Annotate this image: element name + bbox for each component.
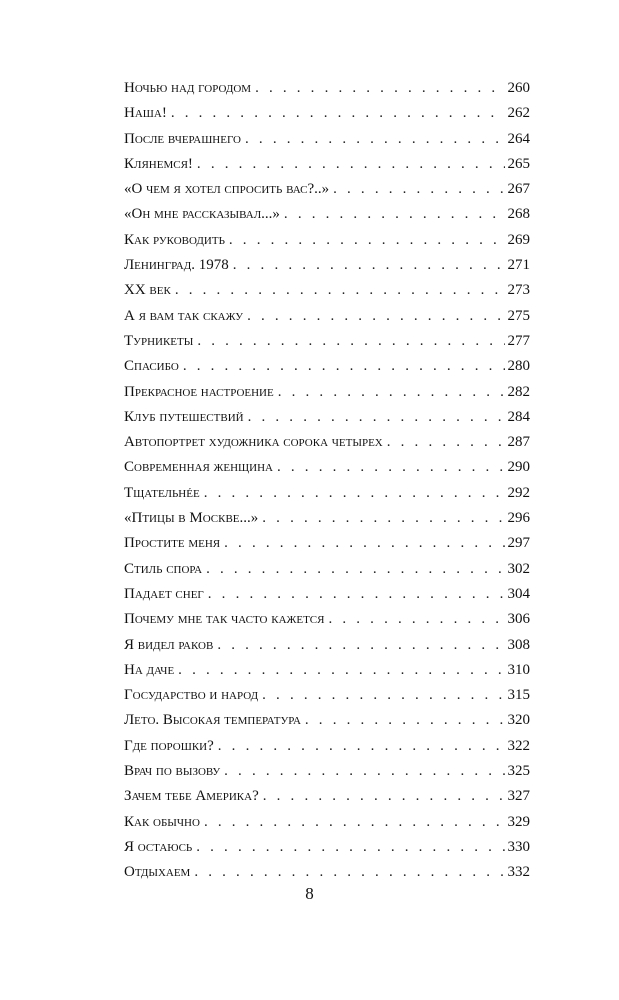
toc-entry: [124, 734, 530, 759]
toc-entry: [124, 329, 530, 354]
toc-dot-leader: [245, 127, 504, 152]
toc-entry-title: «О чем я хотел спросить вас?..»: [124, 181, 330, 198]
page-number: 8: [305, 884, 314, 903]
toc-dot-leader: [183, 354, 505, 379]
toc-dot-leader: [224, 759, 504, 784]
toc-entry-page: 327: [507, 788, 530, 805]
toc-entry-page: 297: [507, 535, 530, 552]
toc-entry-title: После вчерашнего: [124, 130, 242, 147]
table-of-contents: [124, 76, 530, 886]
toc-entry-page: 292: [507, 484, 530, 501]
toc-dot-leader: [224, 531, 504, 556]
toc-dot-leader: [284, 202, 505, 227]
toc-entry: [124, 557, 530, 582]
toc-entry-title: Наша!: [124, 105, 167, 122]
toc-entry: [124, 683, 530, 708]
toc-entry-title: А я вам так скажу: [124, 307, 244, 324]
toc-dot-leader: [247, 304, 504, 329]
toc-entry: [124, 455, 530, 480]
toc-entry-page: 284: [507, 408, 530, 425]
toc-entry-title: Почему мне так часто кажется: [124, 611, 325, 628]
toc-dot-leader: [262, 506, 504, 531]
toc-entry: [124, 708, 530, 733]
toc-dot-leader: [263, 784, 505, 809]
toc-entry: [124, 531, 530, 556]
toc-entry-page: 310: [507, 661, 530, 678]
toc-entry-page: 271: [507, 257, 530, 274]
toc-entry-title: Зачем тебе Америка?: [124, 788, 259, 805]
toc-entry-title: Ночью над городом: [124, 80, 252, 96]
toc-entry: [124, 784, 530, 809]
toc-dot-leader: [262, 683, 504, 708]
toc-dot-leader: [255, 76, 504, 101]
toc-entry-page: 322: [507, 737, 530, 754]
toc-entry-title: Как обычно: [124, 813, 200, 830]
toc-entry: [124, 127, 530, 152]
toc-entry: [124, 380, 530, 405]
toc-entry-page: 264: [507, 130, 530, 147]
toc-entry-title: Ленинград. 1978: [124, 257, 229, 274]
toc-dot-leader: [204, 810, 505, 835]
toc-dot-leader: [218, 734, 505, 759]
toc-entry-title: Клянемся!: [124, 155, 193, 172]
toc-entry-title: Отдыхаем: [124, 864, 191, 881]
toc-entry: [124, 835, 530, 860]
toc-entry-page: 275: [507, 307, 530, 324]
toc-entry-page: 306: [507, 611, 530, 628]
toc-dot-leader: [277, 455, 505, 480]
toc-entry-page: 315: [507, 687, 530, 704]
toc-entry-title: Лето. Высокая температура: [124, 712, 301, 729]
toc-entry: [124, 228, 530, 253]
toc-dot-leader: [206, 557, 504, 582]
toc-entry-page: 320: [507, 712, 530, 729]
toc-dot-leader: [217, 633, 504, 658]
toc-entry-title: Как руководить: [124, 231, 225, 248]
toc-entry: [124, 177, 530, 202]
toc-dot-leader: [171, 101, 505, 126]
toc-dot-leader: [197, 329, 504, 354]
toc-dot-leader: [248, 405, 505, 430]
toc-entry-page: 304: [507, 585, 530, 602]
toc-entry-page: 329: [507, 813, 530, 830]
toc-entry-page: 280: [507, 358, 530, 375]
toc-entry: [124, 304, 530, 329]
toc-entry: [124, 759, 530, 784]
toc-entry-title: Падает снег: [124, 585, 204, 602]
toc-entry-page: 268: [507, 206, 530, 223]
toc-entry-page: 330: [507, 838, 530, 855]
toc-entry-page: 332: [507, 864, 530, 881]
toc-dot-leader: [229, 228, 505, 253]
toc-dot-leader: [278, 380, 505, 405]
toc-entry-title: Простите меня: [124, 535, 221, 552]
toc-entry-title: Тщательнéе: [124, 484, 200, 501]
toc-entry: [124, 430, 530, 455]
toc-entry-page: 267: [507, 181, 530, 198]
toc-dot-leader: [305, 708, 505, 733]
toc-entry-title: Врач по вызову: [124, 763, 221, 780]
toc-entry-page: 308: [507, 636, 530, 653]
toc-entry: [124, 101, 530, 126]
toc-dot-leader: [387, 430, 505, 455]
toc-dot-leader: [197, 152, 505, 177]
toc-entry-page: 282: [507, 383, 530, 400]
toc-entry-page: 290: [507, 459, 530, 476]
toc-dot-leader: [178, 658, 504, 683]
toc-entry-title: Стиль спора: [124, 560, 203, 577]
toc-entry: [124, 76, 530, 101]
toc-entry-title: «Он мне рассказывал...»: [124, 206, 280, 223]
toc-entry: [124, 658, 530, 683]
toc-entry-title: На даче: [124, 661, 175, 678]
toc-dot-leader: [328, 607, 504, 632]
toc-entry-page: 265: [507, 155, 530, 172]
toc-entry: [124, 405, 530, 430]
toc-entry: [124, 506, 530, 531]
toc-entry: [124, 860, 530, 885]
toc-entry-title: «Птицы в Москве...»: [124, 510, 259, 527]
toc-entry-title: Я видел раков: [124, 636, 214, 653]
toc-entry-title: Прекрасное настроение: [124, 383, 274, 400]
toc-entry-page: 287: [507, 434, 530, 451]
toc-entry: [124, 278, 530, 303]
toc-entry-title: Государство и народ: [124, 687, 259, 704]
toc-entry-page: 262: [507, 105, 530, 122]
toc-dot-leader: [208, 582, 505, 607]
toc-entry-page: 325: [507, 763, 530, 780]
toc-entry: [124, 582, 530, 607]
toc-entry-page: 273: [507, 282, 530, 299]
toc-entry: [124, 202, 530, 227]
toc-entry-title: Спасибо: [124, 358, 179, 375]
toc-entry: [124, 810, 530, 835]
toc-entry-title: Автопортрет художника сорока четырех: [124, 434, 383, 451]
toc-entry-title: Турникеты: [124, 332, 194, 349]
toc-dot-leader: [196, 835, 504, 860]
toc-entry-title: Современная женщина: [124, 459, 273, 476]
toc-entry-page: 260: [507, 80, 530, 96]
toc-dot-leader: [233, 253, 505, 278]
toc-entry-title: Клуб путешествий: [124, 408, 244, 425]
toc-dot-leader: [333, 177, 504, 202]
toc-dot-leader: [194, 860, 504, 885]
toc-entry: [124, 152, 530, 177]
toc-entry: [124, 481, 530, 506]
toc-entry-page: 302: [507, 560, 530, 577]
toc-entry-title: Где порошки?: [124, 737, 214, 754]
toc-entry-page: 296: [507, 510, 530, 527]
toc-entry: [124, 607, 530, 632]
toc-dot-leader: [204, 481, 505, 506]
toc-dot-leader: [175, 278, 505, 303]
toc-entry-title: XX век: [124, 282, 171, 299]
toc-entry: [124, 633, 530, 658]
toc-entry-page: 269: [507, 231, 530, 248]
toc-entry-title: Я остаюсь: [124, 838, 193, 855]
toc-entry: [124, 354, 530, 379]
toc-entry: [124, 253, 530, 278]
toc-entry-page: 277: [507, 332, 530, 349]
